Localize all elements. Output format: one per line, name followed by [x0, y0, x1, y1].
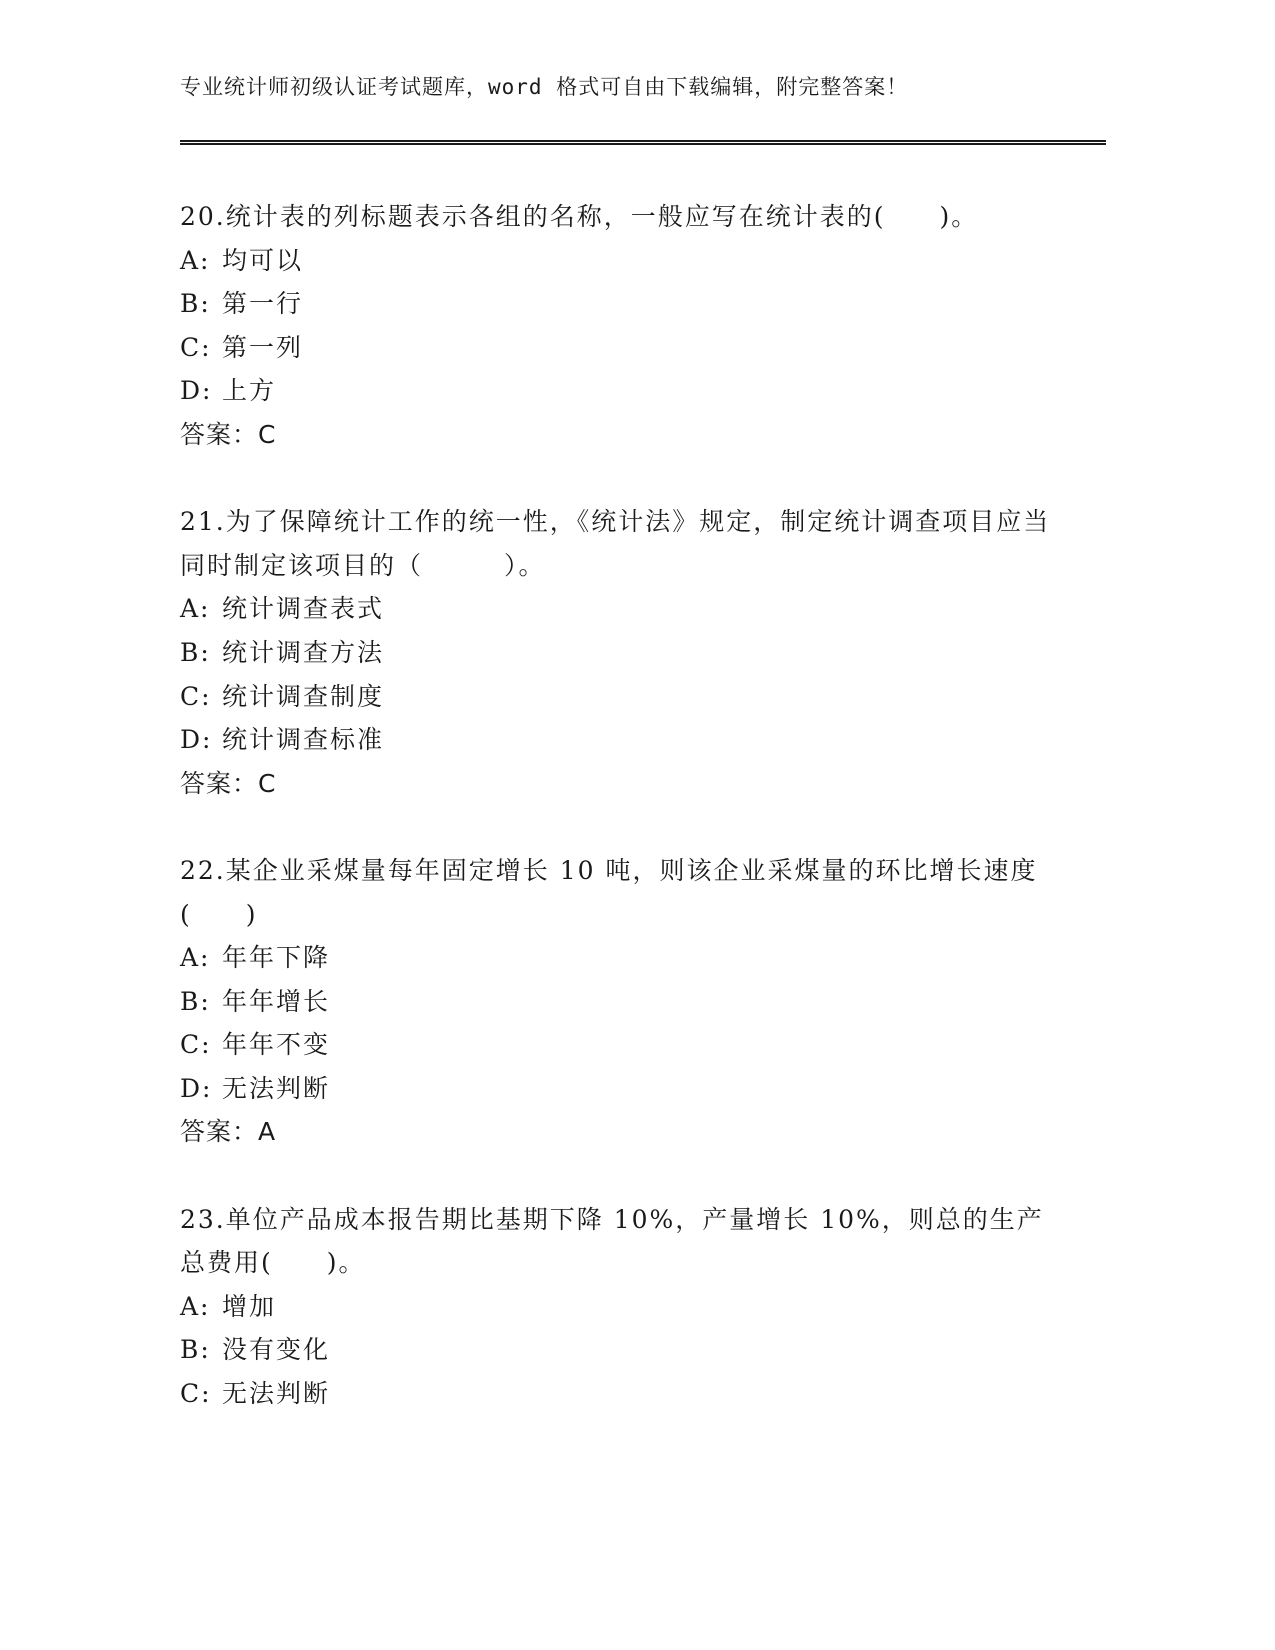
option-c [180, 1372, 1060, 1416]
option-letter: B: [180, 986, 211, 1016]
option-letter: B: [180, 1335, 211, 1365]
option-d [180, 718, 1060, 762]
option-text: 年年不变 [222, 1030, 331, 1060]
question-20 [180, 195, 1060, 457]
option-text: 年年增长 [222, 986, 331, 1016]
answer-text: 答案：C [180, 419, 277, 449]
option-letter: C: [180, 681, 212, 711]
option-a [180, 587, 1060, 631]
question-text: 20.统计表的列标题表示各组的名称，一般应写在统计表的( )。 [180, 202, 979, 231]
option-letter: B: [180, 289, 211, 319]
option-text: 第一列 [222, 332, 304, 362]
question-text: 21.为了保障统计工作的统一性，《统计法》规定，制定统计调查项目应当同时制定该项目的（ ）。 [180, 507, 1051, 580]
option-text: 年年下降 [222, 943, 331, 973]
spacer [180, 805, 1060, 849]
answer-text: 答案：A [180, 1117, 277, 1147]
option-letter: A: [180, 943, 211, 973]
option-b [180, 980, 1060, 1024]
question-21 [180, 500, 1060, 805]
option-text: 无法判断 [222, 1073, 331, 1103]
option-text: 上方 [222, 376, 277, 406]
question-23 [180, 1198, 1060, 1416]
question-text: 22.某企业采煤量每年固定增长 10 吨，则该企业采煤量的环比增长速度( ) [180, 855, 1038, 929]
spacer [180, 1154, 1060, 1198]
question-text: 23.单位产品成本报告期比基期下降 10%，产量增长 10%，则总的生产总费用( )。 [180, 1204, 1044, 1278]
option-b [180, 631, 1060, 675]
option-text: 统计调查制度 [222, 681, 385, 711]
option-b [180, 282, 1060, 326]
question-list [180, 195, 1060, 1416]
header-divider [180, 140, 1106, 145]
page-header: 专业统计师初级认证考试题库，word 格式可自由下载编辑，附完整答案！ [180, 75, 909, 99]
option-d [180, 1067, 1060, 1111]
option-letter: D: [180, 376, 213, 406]
option-a [180, 1285, 1060, 1329]
option-letter: D: [180, 725, 213, 755]
option-c [180, 675, 1060, 719]
option-b [180, 1328, 1060, 1372]
option-text: 无法判断 [222, 1379, 331, 1409]
question-22 [180, 849, 1060, 1154]
option-text: 第一行 [222, 289, 304, 319]
option-letter: C: [180, 1379, 212, 1409]
option-letter: A: [180, 245, 211, 275]
option-text: 统计调查表式 [222, 594, 385, 624]
option-d [180, 369, 1060, 413]
option-c [180, 1023, 1060, 1067]
option-text: 增加 [222, 1291, 277, 1321]
option-a [180, 239, 1060, 283]
option-c [180, 326, 1060, 370]
option-a [180, 936, 1060, 980]
option-text: 均可以 [222, 245, 304, 275]
option-letter: C: [180, 332, 212, 362]
option-letter: B: [180, 637, 211, 667]
option-letter: A: [180, 594, 211, 624]
option-text: 统计调查方法 [222, 637, 385, 667]
option-letter: A: [180, 1291, 211, 1321]
option-letter: D: [180, 1073, 213, 1103]
option-letter: C: [180, 1030, 212, 1060]
option-text: 统计调查标准 [222, 725, 385, 755]
spacer [180, 457, 1060, 501]
answer-text: 答案：C [180, 768, 277, 798]
option-text: 没有变化 [222, 1335, 331, 1365]
